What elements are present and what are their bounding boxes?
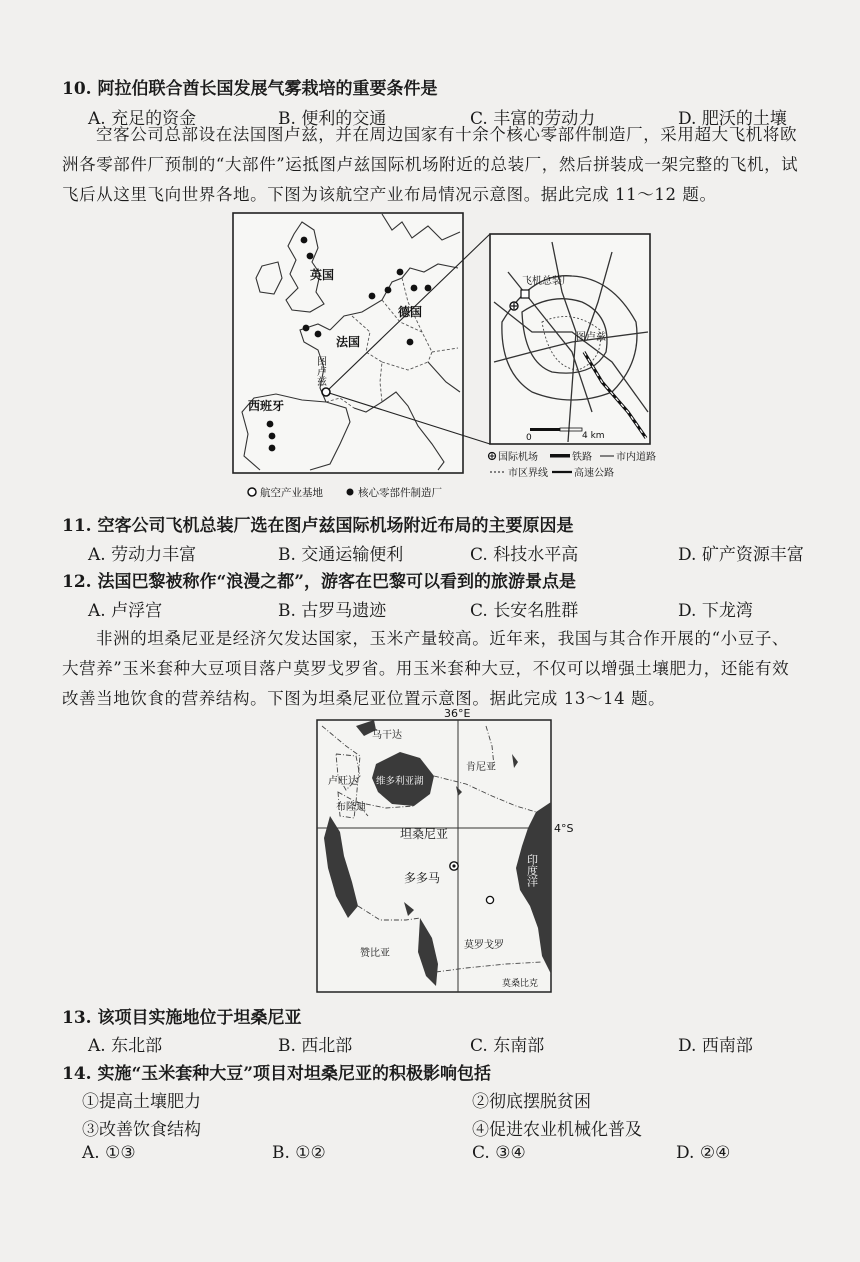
label-dodoma: 多多马 bbox=[404, 871, 441, 885]
intro-tanzania: 非洲的坦桑尼亚是经济欠发达国家，玉米产量较高。近年来，我国与其合作开展的“小豆子、大营养”玉米套种大豆项目落户莫罗戈罗省。用玉米套种大豆，不仅可以增强土壤肥力，还能有效改善当地饮食的营养结构。下图为坦桑尼亚位置示意图。据此完成 13～14 题。 bbox=[62, 629, 790, 708]
label-tanzania: 坦桑尼亚 bbox=[400, 827, 449, 841]
label-rwanda: 卢旺达 bbox=[328, 776, 358, 787]
q12-option-d[interactable]: D. 下龙湾 bbox=[678, 601, 753, 621]
label-kenya: 肯尼亚 bbox=[466, 762, 496, 773]
q13-option-c[interactable]: C. 东南部 bbox=[470, 1036, 545, 1056]
inset-plant-label: 飞机总装厂 bbox=[522, 276, 572, 287]
q11-option-c[interactable]: C. 科技水平高 bbox=[470, 545, 579, 565]
q10-option-c[interactable]: C. 丰富的劳动力 bbox=[470, 109, 596, 129]
label-latitude: 4°S bbox=[554, 822, 574, 835]
label-toulouse: 图卢兹 bbox=[314, 356, 326, 386]
q13-options bbox=[88, 1031, 788, 1055]
q14-item-3: ③改善饮食结构 bbox=[82, 1120, 201, 1140]
q14-item-2: ②彻底摆脱贫困 bbox=[472, 1092, 591, 1112]
label-uganda: 乌干达 bbox=[372, 730, 402, 741]
q11-option-d[interactable]: D. 矿产资源丰富 bbox=[678, 545, 804, 565]
q10-option-b[interactable]: B. 便利的交通 bbox=[278, 109, 387, 129]
label-morogoro: 莫罗戈罗 bbox=[464, 940, 504, 951]
label-zambia: 赞比亚 bbox=[360, 948, 390, 959]
intro-airbus: 空客公司总部设在法国图卢兹，并在周边国家有十余个核心零部件制造厂，采用超大飞机将欧洲各零部件厂预制的“大部件”运抵图卢兹国际机场附近的总装厂，然后拼装成一架完整的飞机，试飞后从这里飞向世界各地。下图为该航空产业布局情况示意图。据此完成 11～12 题。 bbox=[62, 125, 799, 204]
legend-factory: 核心零部件制造厂 bbox=[358, 487, 442, 499]
q14-option-d[interactable]: D. ②④ bbox=[676, 1143, 731, 1163]
q14-items-row2 bbox=[82, 1115, 788, 1140]
legend-railway: 铁路 bbox=[572, 452, 592, 463]
label-uk: 英国 bbox=[310, 268, 335, 282]
scale-distance: 4 km bbox=[582, 431, 605, 441]
q12-options bbox=[88, 596, 788, 620]
q12-option-c[interactable]: C. 长安名胜群 bbox=[470, 601, 579, 621]
q14-item-1: ①提高土壤肥力 bbox=[82, 1092, 201, 1112]
label-spain: 西班牙 bbox=[248, 399, 285, 413]
legend-highway: 高速公路 bbox=[574, 468, 614, 479]
q10-stem: 10. 阿拉伯联合酋长国发展气雾栽培的重要条件是 bbox=[62, 79, 438, 99]
label-france: 法国 bbox=[336, 335, 361, 349]
q13-option-d[interactable]: D. 西南部 bbox=[678, 1036, 753, 1056]
q12-option-b[interactable]: B. 古罗马遗迹 bbox=[278, 601, 387, 621]
q14-items-row1 bbox=[82, 1087, 788, 1112]
label-mozambique: 莫桑比克 bbox=[502, 979, 539, 989]
legend-base: 航空产业基地 bbox=[260, 487, 323, 499]
q10-option-d[interactable]: D. 肥沃的土壤 bbox=[678, 109, 787, 129]
q12-option-a[interactable]: A. 卢浮宫 bbox=[88, 601, 163, 621]
q11-option-a[interactable]: A. 劳动力丰富 bbox=[88, 545, 197, 565]
q14-option-a[interactable]: A. ①③ bbox=[82, 1143, 136, 1163]
label-indian-ocean: 印度洋 bbox=[525, 854, 539, 887]
q13-stem: 13. 该项目实施地位于坦桑尼亚 bbox=[62, 1008, 302, 1028]
q13-option-b[interactable]: B. 西北部 bbox=[278, 1036, 353, 1056]
inset-city-label: 图卢兹 bbox=[576, 332, 606, 343]
q14-stem: 14. 实施“玉米套种大豆”项目对坦桑尼亚的积极影响包括 bbox=[62, 1064, 492, 1084]
q12-stem: 12. 法国巴黎被称作“浪漫之都”，游客在巴黎可以看到的旅游景点是 bbox=[62, 572, 577, 592]
q14-options bbox=[82, 1143, 788, 1167]
q13-option-a[interactable]: A. 东北部 bbox=[88, 1036, 163, 1056]
q14-item-4: ④促进农业机械化普及 bbox=[472, 1120, 642, 1140]
legend-airport: 国际机场 bbox=[498, 452, 538, 463]
q11-options bbox=[88, 540, 804, 565]
scale-zero: 0 bbox=[526, 433, 532, 443]
legend-boundary: 市区界线 bbox=[508, 468, 548, 479]
q10-option-a[interactable]: A. 充足的资金 bbox=[88, 109, 197, 129]
aviation-map bbox=[232, 212, 672, 502]
q11-stem: 11. 空客公司飞机总装厂选在图卢兹国际机场附近布局的主要原因是 bbox=[62, 516, 574, 536]
legend-road: 市内道路 bbox=[616, 452, 656, 463]
label-germany: 德国 bbox=[398, 305, 423, 319]
q14-option-c[interactable]: C. ③④ bbox=[472, 1143, 526, 1163]
q14-option-b[interactable]: B. ①② bbox=[272, 1143, 326, 1163]
label-longitude: 36°E bbox=[444, 707, 471, 720]
label-burundi: 布隆迪 bbox=[336, 802, 366, 813]
tanzania-map bbox=[316, 706, 576, 994]
q11-option-b[interactable]: B. 交通运输便利 bbox=[278, 545, 404, 565]
label-lake-victoria: 维多利亚湖 bbox=[376, 776, 424, 787]
